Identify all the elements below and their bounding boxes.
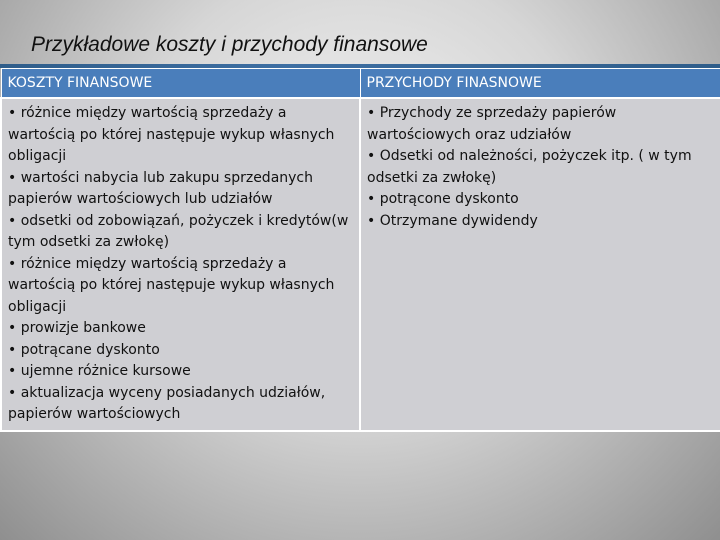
header-costs: KOSZTY FINANSOWE	[1, 69, 360, 99]
cost-item: • aktualizacja wyceny posiadanych udziałów, papierów wartościowych	[8, 384, 326, 422]
cost-item: • różnice między wartością sprzedaży a wartością po której następuje wykup własnych obligacji	[8, 105, 335, 164]
cost-item: • odsetki od zobowiązań, pożyczek i kredytów(w tym odsetki za zwłokę)	[8, 212, 349, 250]
slide-title: Przykładowe koszty i przychody finansowe	[31, 33, 428, 56]
cost-item: • ujemne różnice kursowe	[8, 363, 191, 379]
revenue-item: • potrącone dyskonto	[367, 191, 519, 207]
costs-cell	[1, 98, 360, 431]
revenue-item: • Przychody ze sprzedaży papierów wartościowych oraz udziałów	[367, 105, 617, 143]
table-row	[1, 98, 720, 431]
revenue-item: • Odsetki od należności, pożyczek itp. ( w tym odsetki za zwłokę)	[367, 148, 692, 186]
cost-item: • wartości nabycia lub zakupu sprzedanych papierów wartościowych lub udziałów	[8, 169, 313, 207]
cost-item: • różnice między wartością sprzedaży a wartością po której następuje wykup własnych obligacji	[8, 255, 335, 315]
cost-item: • prowizje bankowe	[8, 320, 146, 336]
table-header-row	[1, 69, 720, 99]
finance-table	[0, 68, 720, 432]
cost-item: • potrącane dyskonto	[8, 341, 160, 358]
header-revenues: PRZYCHODY FINASNOWE	[360, 69, 720, 99]
revenue-item: • Otrzymane dywidendy	[367, 212, 538, 229]
revenues-cell	[360, 98, 720, 431]
